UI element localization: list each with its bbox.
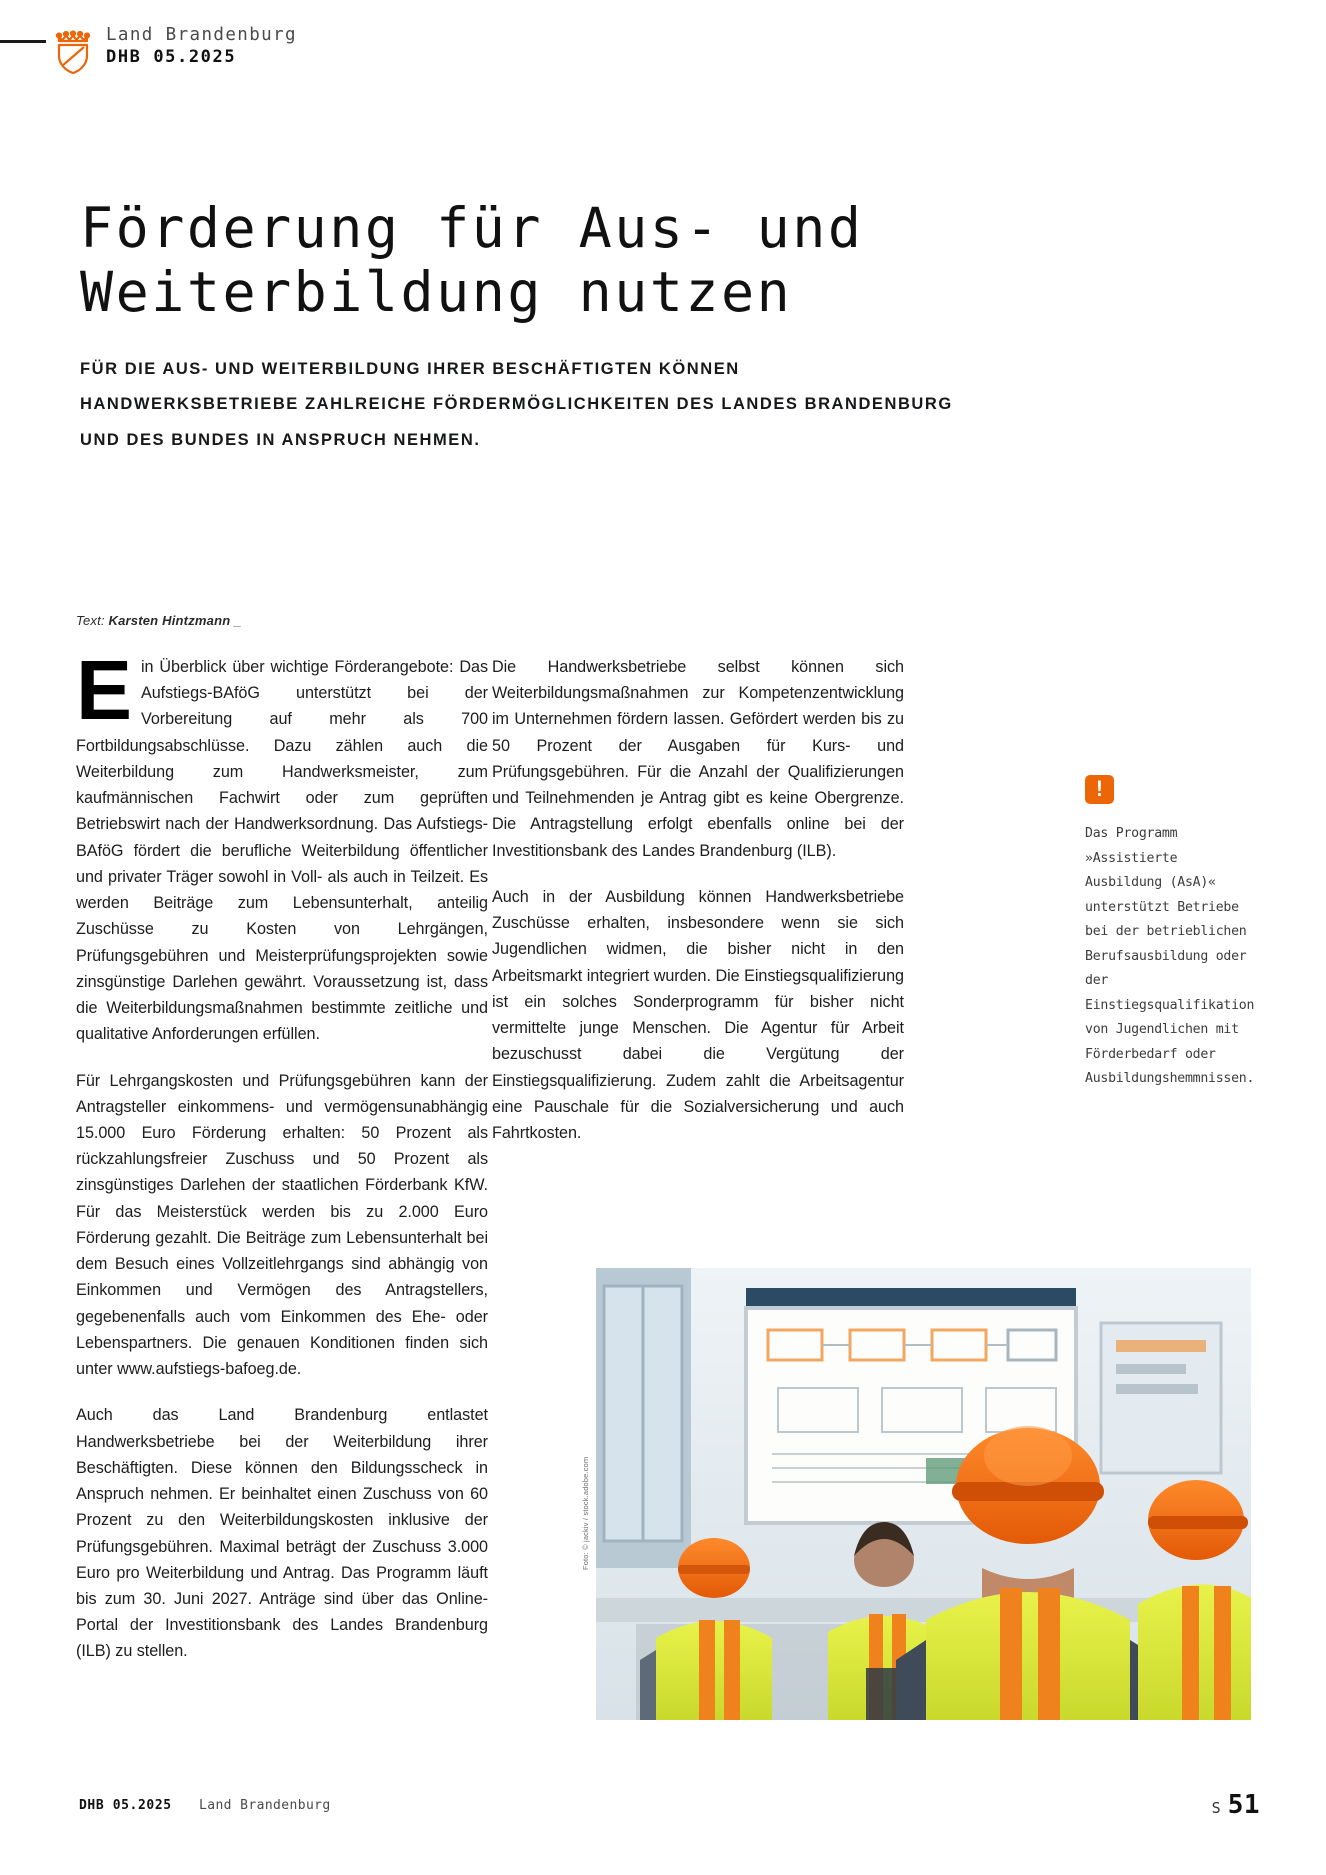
standfirst [80, 352, 960, 458]
paragraph: Für Lehrgangskosten und Prüfungsgebühren kann der Antragsteller einkommens- und vermögensunabhängig 15.000 Euro Förderung erhalten: 50 Prozent als rückzahlungsfreier Zuschuss und 50 Prozent als zinsgünstiges Darlehen der staatlichen Förderbank KfW. Für das Meisterstück werden bis zu 2.000 Euro Förderung gezahlt. Die Beiträge zum Lebensunterhalt bei dem Besuch eines Vollzeitlehrgangs sind abhängig von Einkommen und Vermögen des Antragstellers, gegebenenfalls auch vom Einkommen des Ehe- oder Lebenspartners. Die genauen Konditionen finden sich unter www.aufstiegs-bafoeg.de. [76, 1071, 488, 1379]
standfirst-line-3: UND DES BUNDES IN ANSPRUCH NEHMEN. [80, 430, 481, 449]
footer-brand: Land Brandenburg [199, 1798, 331, 1813]
masthead-brand: Land Brandenburg [106, 25, 297, 45]
paragraph: Auch in der Ausbildung können Handwerksbetriebe Zuschüsse erhalten, insbesondere wenn sie sich Jugendlichen widmen, die bisher nicht in den Arbeitsmarkt integriert wurden. Die Einstiegsqualifizierung ist ein solches Sonderprogramm für bisher nicht vermittelte junge Menschen. Die Agentur für Arbeit bezuschusst dabei die Vergütung der Einstiegsqualifizierung. Zudem zahlt die Arbeitsagentur eine Pauschale für die Sozialversicherung und auch Fahrtkosten. [492, 887, 904, 1142]
body-column-2 [492, 654, 904, 1146]
paragraph: Auch das Land Brandenburg entlastet Handwerksbetriebe bei der Weiterbildung ihrer Beschäftigten. Diese können den Bildungsscheck in Anspruch nehmen. Er beinhaltet einen Zuschuss von 60 Prozent zu den Weiterbildungskosten inklusive der Prüfungsgebühren. Maximal beträgt der Zuschuss 3.000 Euro pro Weiterbildung und Antrag. Das Programm läuft bis zum 30. Juni 2027. Anträge sind über das Online-Portal der Investitionsbank des Landes Brandenburg (ILB) zu stellen. [76, 1406, 488, 1661]
photo-credit: Foto: © jackiv / stock.adobe.com [581, 1456, 590, 1570]
byline-author: Karsten Hintzmann [108, 613, 231, 628]
brandenburg-crest-icon [52, 28, 92, 78]
classroom-workers-photo [596, 1268, 1251, 1720]
exclamation-badge-icon: ! [1085, 775, 1114, 804]
paragraph [76, 643, 488, 1048]
page-title [80, 196, 1100, 325]
footer-issue: DHB 05.2025 [79, 1798, 172, 1813]
byline-dash: _ [234, 613, 242, 628]
paragraph-text: in Überblick über wichtige Förderangebote: Das Aufstiegs-BAföG unterstützt bei der Vorbereitung auf mehr als 700 Fortbildungsabschlüsse. Dazu zählen auch die Weiterbildung zum Handwerksmeister, zum kaufmännischen Fachwirt oder zum geprüften Betriebswirt nach der Handwerksordnung. Das Aufstiegs-BAföG fördert die berufliche Weiterbildung öffentlicher und privater Träger sowohl in Voll- als auch in Teilzeit. Es werden Beiträge zum Lebensunterhalt, anteilig Zuschüsse zu Kosten von Lehrgängen, Prüfungsgebühren und Meisterprüfungsprojekten sowie zinsgünstige Darlehen gewährt. Voraussetzung ist, dass die Weiterbildungsmaßnahmen bestimmte zeitliche und qualitative Anforderungen erfüllen. [76, 658, 488, 1044]
sidebar-note-text: Das Programm »Assistierte Ausbildung (AsA)« unterstützt Betriebe bei der betrieblichen Berufsausbildung oder der Einstiegsqualifikation von Jugendlichen mit Förderbedarf oder Ausbildungshemmnissen. [1085, 826, 1255, 1087]
page-title-line-1: Förderung für Aus- und [80, 196, 864, 260]
masthead-issue: DHB 05.2025 [106, 47, 237, 68]
standfirst-line-1: FÜR DIE AUS- UND WEITERBILDUNG IHRER BESCHÄFTIGTEN KÖNNEN [80, 360, 740, 378]
paragraph: Die Handwerksbetriebe selbst können sich Weiterbildungsmaßnahmen zur Kompetenzentwicklung im Unternehmen fördern lassen. Gefördert werden bis zu 50 Prozent der Ausgaben für Kurs- und Prüfungsgebühren. Für die Anzahl der Qualifizierungen und Teilnehmenden je Antrag gibt es keine Obergrenze. Die Antragstellung erfolgt ebenfalls online bei der Investitionsbank des Landes Brandenburg (ILB). [492, 658, 904, 860]
byline [76, 613, 241, 628]
body-column-1 [76, 643, 488, 1665]
masthead [52, 26, 297, 78]
standfirst-line-2: HANDWERKSBETRIEBE ZAHLREICHE FÖRDERMÖGLICHKEITEN DES LANDES BRANDENBURG [80, 395, 953, 414]
footer-page [1212, 1790, 1260, 1820]
footer-page-number: 51 [1227, 1790, 1260, 1820]
header-rule [0, 40, 46, 43]
page-title-line-2: Weiterbildung nutzen [80, 260, 793, 325]
footer-page-prefix: S [1211, 1799, 1221, 1817]
drop-cap: E [76, 643, 132, 737]
sidebar-note [1085, 775, 1255, 1092]
byline-label: Text: [76, 613, 105, 628]
